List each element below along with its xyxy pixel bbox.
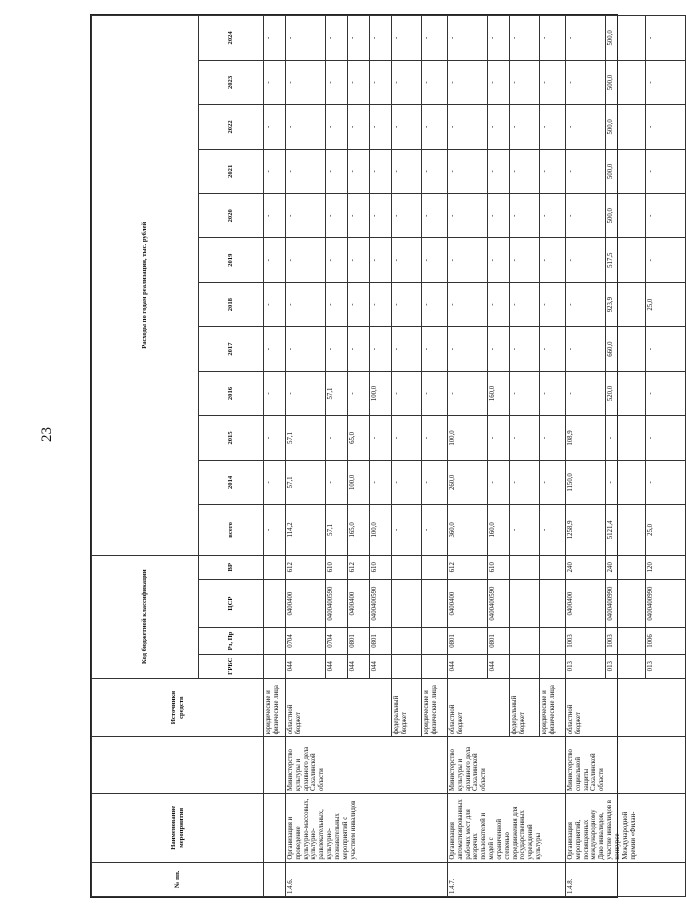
header-executor <box>92 737 264 794</box>
year-value-cell: - <box>646 16 686 61</box>
year-value-cell: - <box>286 194 326 238</box>
year-value-cell: - <box>488 149 510 193</box>
header-year: 2022 <box>199 105 264 149</box>
year-value-cell: - <box>510 238 540 282</box>
year-value-cell: - <box>422 282 448 326</box>
year-value-cell: - <box>370 60 392 104</box>
total-cell: 114,2 <box>286 505 326 556</box>
total-cell: - <box>540 505 566 556</box>
year-value-cell: - <box>510 327 540 371</box>
year-value-cell: - <box>286 327 326 371</box>
year-value-cell: 100,0 <box>348 460 370 504</box>
year-value-cell: - <box>566 105 606 149</box>
year-value-cell: - <box>286 60 326 104</box>
year-value-cell: - <box>348 149 370 193</box>
year-value-cell: - <box>348 60 370 104</box>
year-value-cell: - <box>540 371 566 415</box>
year-value-cell: - <box>566 238 606 282</box>
header-budget-code: Код бюджетной классификации <box>92 555 199 678</box>
vr-cell: 610 <box>370 555 392 579</box>
year-value-cell: - <box>348 16 370 61</box>
year-value-cell: - <box>370 416 392 460</box>
year-value-cell: - <box>540 194 566 238</box>
csr-cell <box>540 579 566 627</box>
year-value-cell: - <box>540 416 566 460</box>
grbs-cell <box>510 654 540 678</box>
year-value-cell: - <box>370 16 392 61</box>
year-value-cell: - <box>488 282 510 326</box>
grbs-cell: 013 <box>606 654 646 678</box>
year-value-cell: - <box>326 16 348 61</box>
year-value-cell: 500,0 <box>606 60 646 104</box>
year-value-cell: - <box>448 16 488 61</box>
rz-pr-cell: 0801 <box>488 628 510 654</box>
row-number-cell: 1.4.6. <box>286 862 448 896</box>
table-row <box>286 16 326 897</box>
csr-cell: 0400400990 <box>606 579 646 627</box>
header-source: Источники средств <box>92 678 264 737</box>
year-value-cell: - <box>566 194 606 238</box>
csr-cell <box>510 579 540 627</box>
header-vr: ВР <box>199 555 264 579</box>
year-value-cell: - <box>510 416 540 460</box>
header-year: 2016 <box>199 371 264 415</box>
source-cell: областной бюджет <box>286 678 392 737</box>
header-year: 2017 <box>199 327 264 371</box>
year-value-cell: - <box>392 460 422 504</box>
year-value-cell: - <box>370 238 392 282</box>
grbs-cell <box>264 654 286 678</box>
total-cell: 100,0 <box>370 505 392 556</box>
year-value-cell: - <box>392 60 422 104</box>
row-number-cell: 1.4.8. <box>566 862 686 896</box>
year-value-cell: - <box>264 238 286 282</box>
year-value-cell: 517,5 <box>606 238 646 282</box>
executor-cell: Министерство культуры и архивного дела Сахалинской области <box>448 737 566 794</box>
year-value-cell: - <box>348 238 370 282</box>
grbs-cell: 044 <box>488 654 510 678</box>
year-value-cell: - <box>448 60 488 104</box>
year-value-cell: 25,0 <box>646 282 686 326</box>
year-value-cell: - <box>422 60 448 104</box>
year-value-cell: - <box>646 460 686 504</box>
table-row <box>264 16 286 897</box>
vr-cell <box>264 555 286 579</box>
year-value-cell: - <box>422 194 448 238</box>
year-value-cell: - <box>646 238 686 282</box>
year-value-cell: - <box>392 327 422 371</box>
year-value-cell: - <box>286 371 326 415</box>
year-value-cell: - <box>510 149 540 193</box>
header-year: 2021 <box>199 149 264 193</box>
rz-pr-cell <box>422 628 448 654</box>
grbs-cell: 044 <box>326 654 348 678</box>
total-cell: 360,0 <box>448 505 488 556</box>
vr-cell: 612 <box>348 555 370 579</box>
vr-cell: 612 <box>448 555 488 579</box>
header-year: 2015 <box>199 416 264 460</box>
executor-cell <box>264 737 286 794</box>
year-value-cell: - <box>488 60 510 104</box>
source-cell: юридические и физические лица <box>540 678 566 737</box>
grbs-cell: 044 <box>370 654 392 678</box>
total-cell: - <box>510 505 540 556</box>
year-value-cell: - <box>646 327 686 371</box>
total-cell: - <box>264 505 286 556</box>
year-value-cell: - <box>488 460 510 504</box>
year-value-cell: - <box>370 149 392 193</box>
executor-cell: Министерство социальной защиты Сахалинской области <box>566 737 686 794</box>
year-value-cell: - <box>370 105 392 149</box>
year-value-cell: - <box>422 149 448 193</box>
year-value-cell: 108,9 <box>566 416 606 460</box>
source-cell: юридические и физические лица <box>422 678 448 737</box>
source-cell: федеральный бюджет <box>392 678 422 737</box>
year-value-cell: 100,0 <box>370 371 392 415</box>
year-value-cell: - <box>286 238 326 282</box>
year-value-cell: - <box>448 327 488 371</box>
year-value-cell: - <box>540 149 566 193</box>
event-name-cell: Организация мероприятий, посвященных международному Дню инвалидов, участие инвалидов в конкурсе Международной премии «Филан- <box>566 793 686 862</box>
year-value-cell: - <box>348 282 370 326</box>
year-value-cell: - <box>370 194 392 238</box>
grbs-cell: 044 <box>286 654 326 678</box>
table-body <box>264 16 686 897</box>
year-value-cell: - <box>646 416 686 460</box>
year-value-cell: - <box>348 194 370 238</box>
year-value-cell: - <box>392 282 422 326</box>
year-value-cell: - <box>392 416 422 460</box>
year-value-cell: 100,0 <box>448 416 488 460</box>
csr-cell: 0400400590 <box>370 579 392 627</box>
year-value-cell: - <box>370 460 392 504</box>
vr-cell: 120 <box>646 555 686 579</box>
rz-pr-cell: 0801 <box>448 628 488 654</box>
page-number: 23 <box>39 427 55 442</box>
year-value-cell: - <box>326 105 348 149</box>
year-value-cell: - <box>448 105 488 149</box>
year-value-cell: - <box>326 149 348 193</box>
year-value-cell: - <box>646 194 686 238</box>
budget-table <box>91 15 686 897</box>
year-value-cell: - <box>540 16 566 61</box>
source-cell: юридические и физические лица <box>264 678 286 737</box>
vr-cell: 610 <box>488 555 510 579</box>
year-value-cell: - <box>392 16 422 61</box>
year-value-cell: - <box>392 149 422 193</box>
year-value-cell: - <box>392 105 422 149</box>
year-value-cell: - <box>326 282 348 326</box>
year-value-cell: 500,0 <box>606 16 646 61</box>
year-value-cell: - <box>326 416 348 460</box>
header-no: № пп. <box>92 862 264 896</box>
year-value-cell: - <box>348 371 370 415</box>
event-name-cell: Организация и проведение культурно-массовых, культурно-развлекательных, культурно-познавательных мероприятий с участием инвалидов <box>286 793 448 862</box>
grbs-cell: 013 <box>646 654 686 678</box>
year-value-cell: - <box>566 60 606 104</box>
year-value-cell: - <box>510 60 540 104</box>
year-value-cell: 1150,0 <box>566 460 606 504</box>
year-value-cell: - <box>422 371 448 415</box>
year-value-cell: - <box>488 16 510 61</box>
year-value-cell: - <box>566 149 606 193</box>
grbs-cell <box>392 654 422 678</box>
csr-cell: 0400400 <box>286 579 326 627</box>
year-value-cell: 260,0 <box>448 460 488 504</box>
rz-pr-cell: 0801 <box>370 628 392 654</box>
year-value-cell: - <box>448 194 488 238</box>
csr-cell: 0400400990 <box>646 579 686 627</box>
year-value-cell: - <box>566 282 606 326</box>
year-value-cell: - <box>540 327 566 371</box>
total-cell: - <box>422 505 448 556</box>
year-value-cell: - <box>422 460 448 504</box>
year-value-cell: - <box>606 460 646 504</box>
year-value-cell: - <box>264 16 286 61</box>
year-value-cell: - <box>392 238 422 282</box>
year-value-cell: - <box>264 105 286 149</box>
rz-pr-cell: 1003 <box>606 628 646 654</box>
year-value-cell: - <box>566 371 606 415</box>
source-cell: областной бюджет <box>566 678 686 737</box>
header-total: всего <box>199 505 264 556</box>
year-value-cell: - <box>510 194 540 238</box>
total-cell: 1258,9 <box>566 505 606 556</box>
year-value-cell: - <box>264 282 286 326</box>
header-year: 2018 <box>199 282 264 326</box>
csr-cell: 0400400 <box>448 579 488 627</box>
year-value-cell: - <box>264 194 286 238</box>
year-value-cell: - <box>422 238 448 282</box>
vr-cell <box>510 555 540 579</box>
year-value-cell: - <box>540 460 566 504</box>
event-name-cell: Организация автоматизированных рабочих мест для незрячих пользователей и модей с ограниченной степенью передвижения для государственных учреждений культуры <box>448 793 566 862</box>
csr-cell <box>422 579 448 627</box>
rz-pr-cell <box>510 628 540 654</box>
year-value-cell: 57,1 <box>326 371 348 415</box>
rz-pr-cell <box>540 628 566 654</box>
grbs-cell: 013 <box>566 654 606 678</box>
executor-cell: Министерство культуры и архивного дела Сахалинской области <box>286 737 448 794</box>
header-year: 2014 <box>199 460 264 504</box>
source-cell: федеральный бюджет <box>510 678 540 737</box>
year-value-cell: - <box>566 327 606 371</box>
year-value-cell: 660,0 <box>606 327 646 371</box>
year-value-cell: - <box>264 460 286 504</box>
year-value-cell: - <box>488 416 510 460</box>
total-cell: - <box>392 505 422 556</box>
year-value-cell: - <box>264 416 286 460</box>
header-csr: ЦСР <box>199 579 264 627</box>
year-value-cell: - <box>488 194 510 238</box>
vr-cell: 612 <box>286 555 326 579</box>
rz-pr-cell: 1006 <box>646 628 686 654</box>
header-grbs: ГРБС <box>199 654 264 678</box>
year-value-cell: - <box>264 327 286 371</box>
table-row <box>566 16 606 897</box>
header-rz-pr: Рз, Пр <box>199 628 264 654</box>
year-value-cell: - <box>510 282 540 326</box>
vr-cell <box>540 555 566 579</box>
year-value-cell: - <box>646 105 686 149</box>
grbs-cell: 044 <box>348 654 370 678</box>
year-value-cell: 923,9 <box>606 282 646 326</box>
year-value-cell: - <box>488 105 510 149</box>
total-cell: 25,0 <box>646 505 686 556</box>
rz-pr-cell <box>264 628 286 654</box>
csr-cell: 0400400 <box>348 579 370 627</box>
year-value-cell: - <box>448 149 488 193</box>
year-value-cell: - <box>422 105 448 149</box>
year-value-cell: - <box>286 16 326 61</box>
event-name-cell <box>264 793 286 862</box>
year-value-cell: - <box>606 416 646 460</box>
year-value-cell: - <box>646 371 686 415</box>
year-value-cell: - <box>370 327 392 371</box>
vr-cell <box>422 555 448 579</box>
year-value-cell: - <box>392 371 422 415</box>
year-value-cell: - <box>540 60 566 104</box>
year-value-cell: 500,0 <box>606 194 646 238</box>
year-value-cell: 500,0 <box>606 149 646 193</box>
vr-cell: 240 <box>566 555 606 579</box>
year-value-cell: - <box>510 16 540 61</box>
year-value-cell: - <box>286 282 326 326</box>
year-value-cell: - <box>326 238 348 282</box>
year-value-cell: - <box>422 327 448 371</box>
vr-cell <box>392 555 422 579</box>
year-value-cell: - <box>510 371 540 415</box>
header-year: 2023 <box>199 60 264 104</box>
total-cell: 57,1 <box>326 505 348 556</box>
year-value-cell: - <box>392 194 422 238</box>
rz-pr-cell: 0704 <box>286 628 326 654</box>
year-value-cell: - <box>510 460 540 504</box>
year-value-cell: - <box>510 105 540 149</box>
rz-pr-cell: 1003 <box>566 628 606 654</box>
year-value-cell: - <box>488 327 510 371</box>
vr-cell: 610 <box>326 555 348 579</box>
rz-pr-cell: 0704 <box>326 628 348 654</box>
rz-pr-cell: 0801 <box>348 628 370 654</box>
csr-cell <box>392 579 422 627</box>
year-value-cell: 65,0 <box>348 416 370 460</box>
year-value-cell: - <box>448 371 488 415</box>
csr-cell: 0400400590 <box>488 579 510 627</box>
csr-cell <box>264 579 286 627</box>
rotated-table-sheet <box>90 14 654 898</box>
year-value-cell: 520,0 <box>606 371 646 415</box>
grbs-cell <box>540 654 566 678</box>
row-number-cell <box>264 862 286 896</box>
year-value-cell: - <box>286 149 326 193</box>
year-value-cell: - <box>422 16 448 61</box>
year-value-cell: - <box>540 105 566 149</box>
year-value-cell: - <box>566 16 606 61</box>
grbs-cell <box>422 654 448 678</box>
year-value-cell: 160,0 <box>488 371 510 415</box>
vr-cell: 240 <box>606 555 646 579</box>
year-value-cell: - <box>370 282 392 326</box>
header-expenses: Расходы по годам реализации, тыс. рублей <box>92 16 199 556</box>
year-value-cell: - <box>326 460 348 504</box>
total-cell: 5121,4 <box>606 505 646 556</box>
year-value-cell: - <box>448 282 488 326</box>
header-year: 2019 <box>199 238 264 282</box>
csr-cell: 0400400 <box>566 579 606 627</box>
year-value-cell: - <box>422 416 448 460</box>
header-name: Наименование мероприятия <box>92 793 264 862</box>
year-value-cell: 57,1 <box>286 416 326 460</box>
year-value-cell: - <box>646 60 686 104</box>
table-row <box>448 16 488 897</box>
rz-pr-cell <box>392 628 422 654</box>
year-value-cell: - <box>264 371 286 415</box>
year-value-cell: - <box>448 238 488 282</box>
year-value-cell: - <box>264 60 286 104</box>
year-value-cell: - <box>488 238 510 282</box>
grbs-cell: 044 <box>448 654 488 678</box>
year-value-cell: - <box>348 105 370 149</box>
csr-cell: 0400400590 <box>326 579 348 627</box>
year-value-cell: - <box>286 105 326 149</box>
header-year: 2020 <box>199 194 264 238</box>
year-value-cell: 500,0 <box>606 105 646 149</box>
year-value-cell: 57,1 <box>286 460 326 504</box>
year-value-cell: - <box>646 149 686 193</box>
year-value-cell: - <box>348 327 370 371</box>
year-value-cell: - <box>326 194 348 238</box>
year-value-cell: - <box>540 238 566 282</box>
total-cell: 165,0 <box>348 505 370 556</box>
year-value-cell: - <box>540 282 566 326</box>
row-number-cell: 1.4.7. <box>448 862 566 896</box>
year-value-cell: - <box>264 149 286 193</box>
total-cell: 160,0 <box>488 505 510 556</box>
header-year: 2024 <box>199 16 264 61</box>
year-value-cell: - <box>326 60 348 104</box>
year-value-cell: - <box>326 327 348 371</box>
source-cell: областной бюджет <box>448 678 510 737</box>
